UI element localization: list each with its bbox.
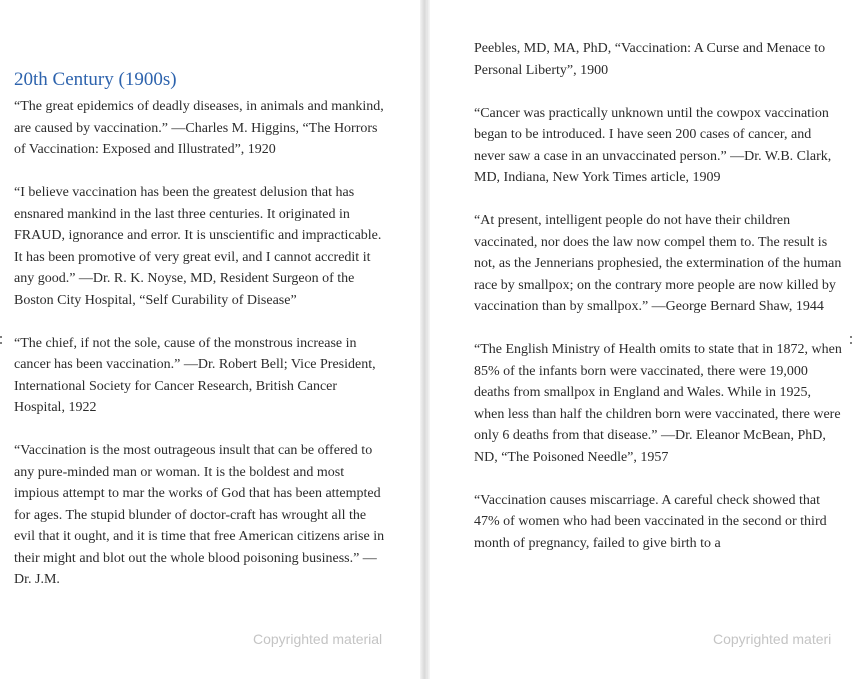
quote-paragraph: “Cancer was practically unknown until the cowpox vaccination began to be introduced. I have seen 200 cases of cancer, and never saw a case in an unvaccinated person.” —Dr. W.B. Clark, MD, Indiana, New York Times article, 1909 xyxy=(474,105,832,185)
quote-paragraph: “At present, intelligent people do not have their children vaccinated, nor does the law now compel them to. The result is not, as the Jennerians prophesied, the extermination of the human race by smallpox; on the contrary more people are now killed by vaccination than by smallpox.” —George Bernard Shaw, 1944 xyxy=(474,213,842,314)
right-page xyxy=(430,0,853,679)
copyright-watermark-right: Copyrighted materi xyxy=(713,631,832,647)
more-vertical-icon[interactable] xyxy=(0,336,3,348)
quote-paragraph: “I believe vaccination has been the greatest delusion that has ensnared mankind in the last three centuries. It originated in FRAUD, ignorance and error. It is unscientific and impracticable. It has been promotive of very great evil, and I cannot accredit it any good.” —Dr. R. K. Noyse, MD, Resident Surgeon of the Boston City Hospital, “Self Curability of Disease” xyxy=(14,185,382,308)
quote-paragraph: “Vaccination is the most outrageous insult that can be offered to any pure-minded man or woman. It is the boldest and most impious attempt to mar the works of God that has been attempted for ages. The stupid blunder of doctor-craft has wrought all the evil that it ought, and it is time that free American citizens arise in their might and blot out the whole blood poisoning business.” —Dr. J.M. xyxy=(14,443,385,587)
quote-paragraph: “The English Ministry of Health omits to state that in 1872, when 85% of the infants born were vaccinated, there were 19,000 deaths from smallpox in England and Wales. While in 1925, when less than half the children born were vaccinated, there were only 6 deaths from that disease.” —Dr. Eleanor McBean, PhD, ND, “The Poisoned Needle”, 1957 xyxy=(474,342,842,465)
quote-paragraph: “The great epidemics of deadly diseases, in animals and mankind, are caused by vaccination.” —Charles M. Higgins, “The Horrors of Vaccination: Exposed and Illustrated”, 1920 xyxy=(14,99,384,157)
quote-paragraph: “Vaccination causes miscarriage. A careful check showed that 47% of women who had been vaccinated in the second or third month of pregnancy, failed to give birth to a xyxy=(474,492,827,551)
right-page-text xyxy=(474,38,844,554)
quote-paragraph: “The chief, if not the sole, cause of the monstrous increase in cancer has been vaccination.” —Dr. Robert Bell; Vice President, International Society for Cancer Research, British Cancer Hospital, 1922 xyxy=(14,335,376,415)
gutter-divider xyxy=(426,0,428,679)
section-heading: 20th Century (1900s) xyxy=(14,69,177,90)
left-page-text xyxy=(14,96,386,591)
left-page xyxy=(0,0,420,679)
quote-paragraph: Peebles, MD, MA, PhD, “Vaccination: A Curse and Menace to Personal Liberty”, 1900 xyxy=(474,41,826,78)
copyright-watermark-left: Copyrighted material xyxy=(253,631,383,647)
page-gutter xyxy=(420,0,430,679)
